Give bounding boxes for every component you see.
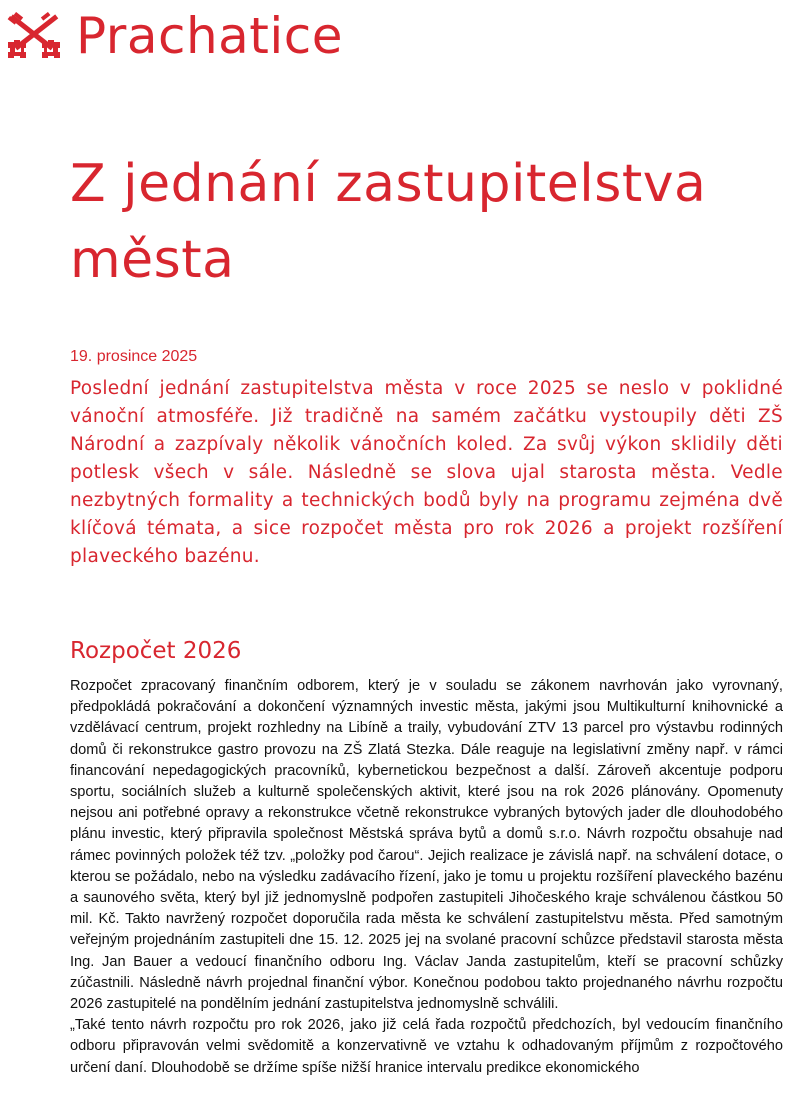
paragraph: Rozpočet zpracovaný finančním odborem, který je v souladu se zákonem navrhován jako vyrovnaný, předpokládá pokračování a dokončení významných investic města, jakými jsou Multikulturní knihovnické a vzdělávací centrum, projekt rozhledny na Libíně a traily, vybudování ZTV 13 parcel pro výstavbu rodinných domů či rekonstrukce gastro provozu na ZŠ Zlatá Stezka. Dále reaguje na legislativní změny např. v rámci financování nepedagogických pracovníků, kybernetickou bezpečnost a další. Zároveň akcentuje podporu sportu, sociálních služeb a kulturně společenských aktivit, které jsou na rok 2026 plánovány. Opomenuty nejsou ani potřebné opravy a rekonstrukce včetně rekonstrukce vybraných bytových jader dle dlouhodobého plánu investic, který připravila společnost Městská správa bytů a domů s.r.o. Návrh rozpočtu obsahuje nad rámec povinných položek též tzv. „položky pod čarou“. Jejich realizace je závislá např. na schválení dotace, o kterou se požádalo, nebo na výsledku zadávacího řízení, jako je tomu u projektu rozšíření plaveckého bazénu a saunového světa, který byl již jednomyslně podpořen zastupiteli Jihočeského kraje schválenou částkou 50 mil. Kč. Takto navržený rozpočet doporučila rada města ke schválení zastupitelstvu města. Před samotným veřejným projednáním zastupiteli dne 15. 12. 2025 jej na svolané pracovní schůzce představil starosta města Ing. Jan Bauer a vedoucí finančního odboru Ing. Václav Janda zastupitelům, kteří se pracovní schůzky zúčastnili. Následně návrh projednal finanční výbor. Konečnou podobou takto projednaného návrhu rozpočtu 2026 zastupitelé na pondělním jednání zastupitelstva jednomyslně schválili. <box>70 678 783 1013</box>
brand-name: Prachatice <box>76 7 344 65</box>
crossed-keys-icon <box>6 12 62 60</box>
paragraph: „Také tento návrh rozpočtu pro rok 2026, jako již celá řada rozpočtů předchozích, byl vedoucím finančního odboru připravován velmi svědomitě a konzervativně ve vztahu k odhadovaným příjmům z rozpočtového určení daní. Dlouhodobě se držíme spíše nižší hranice intervalu predikce ekonomického <box>70 1017 783 1076</box>
article-date: 19. prosince 2025 <box>70 348 198 365</box>
section-body <box>70 676 783 1079</box>
page-title: Z jednání zastupitelstva města <box>70 154 707 290</box>
article-lead: Poslední jednání zastupitelstva města v roce 2025 se neslo v poklidné vánoční atmosféře. Již tradičně na samém začátku vystoupily děti ZŠ Národní a zazpívaly několik vánočních koled. Za svůj výkon sklidily děti potlesk všech v sále. Následně se slova ujal starosta města. Vedle nezbytných formality a technických bodů byly na programu zejména dvě klíčová témata, a sice rozpočet města pro rok 2026 a projekt rozšíření plaveckého bazénu. <box>70 378 783 567</box>
section-heading: Rozpočet 2026 <box>70 638 242 664</box>
site-header <box>6 6 343 66</box>
